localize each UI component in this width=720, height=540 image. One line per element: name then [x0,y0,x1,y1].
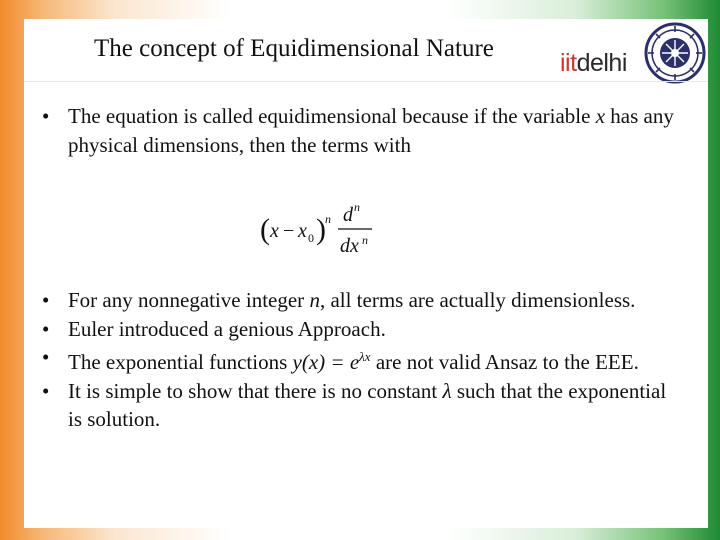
bullet-text: are not valid Ansaz to the EEE. [370,350,639,374]
bullet-list-bottom [42,286,678,434]
math-variable: n [309,288,320,312]
formula-exponent-n: n [325,212,331,226]
bullet-item [42,377,678,434]
formula-derivative-term [260,199,390,259]
math-superscript: λx [359,349,371,364]
bullet-text: For any nonnegative integer [68,288,310,312]
bullet-text: The exponential functions [68,350,293,374]
slide-title: The concept of Equidimensional Nature [94,35,494,62]
formula-denominator-dx: dx [340,235,359,257]
formula-numerator-n: n [354,200,360,214]
bullet-text: The equation is called equidimensional because if the variable [68,104,596,128]
iit-delhi-seal-icon [644,22,706,84]
formula-denominator-n: n [362,233,368,247]
bullet-text: , all terms are actually dimensionless. [319,288,636,312]
formula-minus: − [283,220,295,242]
bullet-text: such that the exponential is solution. [68,378,667,431]
formula-numerator-d: d [343,204,353,226]
title-divider [24,81,708,82]
formula-x0: x [298,220,307,242]
formula-x: x [270,220,279,242]
math-variable: λ [442,378,452,403]
bullet-item [42,315,678,344]
logo-text-iit: iit [560,49,577,77]
bullet-item [42,102,678,159]
formula-paren-close: ) [316,213,326,246]
bullet-text: has any physical dimensions, then the terms with [68,104,674,157]
iitdelhi-logo-text [560,49,627,78]
bullet-item [42,286,678,315]
formula-paren-open: ( [260,213,270,246]
logo-text-delhi: delhi [576,49,627,77]
bullet-list-top [42,102,678,159]
slide [24,19,708,528]
math-variable: x [595,104,606,128]
bullet-item [42,343,678,377]
bullet-text: Euler introduced a genious Approach. [68,316,386,341]
bullet-text: It is simple to show that there is no constant [68,378,443,403]
formula-sub-zero: 0 [308,231,314,245]
math-expression: y(x) = e [292,350,360,374]
